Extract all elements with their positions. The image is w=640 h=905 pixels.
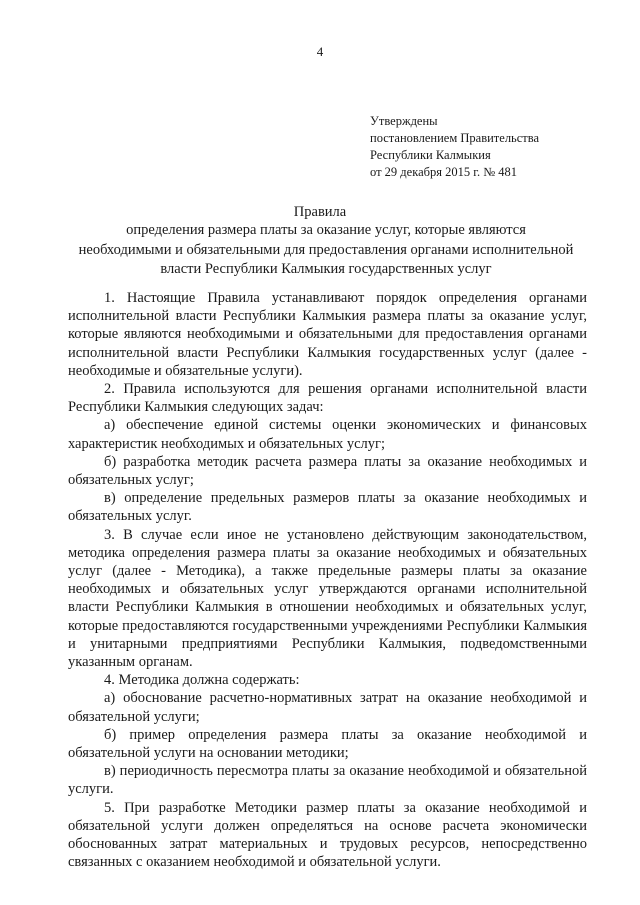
paragraph: 1. Настоящие Правила устанавливают порядок определения органами исполнительной власти Республики Калмыкия размера платы за оказание услуг, которые являются необходимыми и обязательными для предоставления органами исполнительной власти Республики Калмыкия государственных услуг (далее - необходимые и обязательные услуги).: [68, 290, 587, 379]
paragraph: в) определение предельных размеров платы за оказание необходимых и обязательных услуг.: [68, 490, 587, 525]
paragraph: 2. Правила используются для решения органами исполнительной власти Республики Калмыкия следующих задач:: [68, 381, 587, 416]
subtitle-line: определения размера платы за оказание услуг, которые являются: [126, 222, 526, 238]
paragraph: б) разработка методик расчета размера платы за оказание необходимых и обязательных услуг;: [68, 453, 587, 489]
subtitle-line: необходимыми и обязательными для предоставления органами исполнительной: [78, 241, 574, 258]
paragraph: 3. В случае если иное не установлено действующим законодательством, методика определения размера платы за оказание необходимых и обязательных услуг (далее - Методика), а также предельные размеры платы за оказание необходимых и обязательных услуг утверждаются органами исполнительной власти Республики Калмыкия в отношении необходимых и обязательных услуг, которые предоставляются государственными учреждениями Республики Калмыкия и унитарными предприятиями Республики Калмыкия, подведомственными указанным органам.: [68, 526, 587, 671]
approval-line: от 29 декабря 2015 г. № 481: [370, 165, 518, 179]
subtitle-line: власти Республики Калмыкия государственных услуг: [160, 261, 492, 277]
paragraph: а) обеспечение единой системы оценки экономических и финансовых характеристик необходимых и обязательных услуг;: [68, 417, 587, 452]
paragraph: а) обоснование расчетно-нормативных затрат на оказание необходимой и обязательной услуги;: [68, 690, 587, 725]
paragraph: 5. При разработке Методики размер платы за оказание необходимой и обязательной услуги должен определяться на основе расчета экономически обоснованных затрат материальных и трудовых ресурсов, непосредственно связанных с оказанием необходимой и обязательной услуги.: [68, 799, 587, 871]
approval-block: [370, 113, 539, 181]
approval-line: постановлением Правительства: [370, 131, 540, 145]
approval-line: Республики Калмыкия: [370, 148, 491, 162]
document-body: [68, 289, 587, 872]
paragraph: в) периодичность пересмотра платы за оказание необходимой и обязательной услуги.: [68, 763, 587, 798]
page-number: 4: [316, 44, 324, 59]
document-subtitle: [60, 221, 592, 280]
approval-line: Утверждены: [370, 114, 438, 128]
paragraph: б) пример определения размера платы за оказание необходимой и обязательной услуги на основании методики;: [68, 726, 587, 762]
document-title: Правила: [293, 204, 347, 220]
paragraph: 4. Методика должна содержать:: [104, 672, 300, 689]
